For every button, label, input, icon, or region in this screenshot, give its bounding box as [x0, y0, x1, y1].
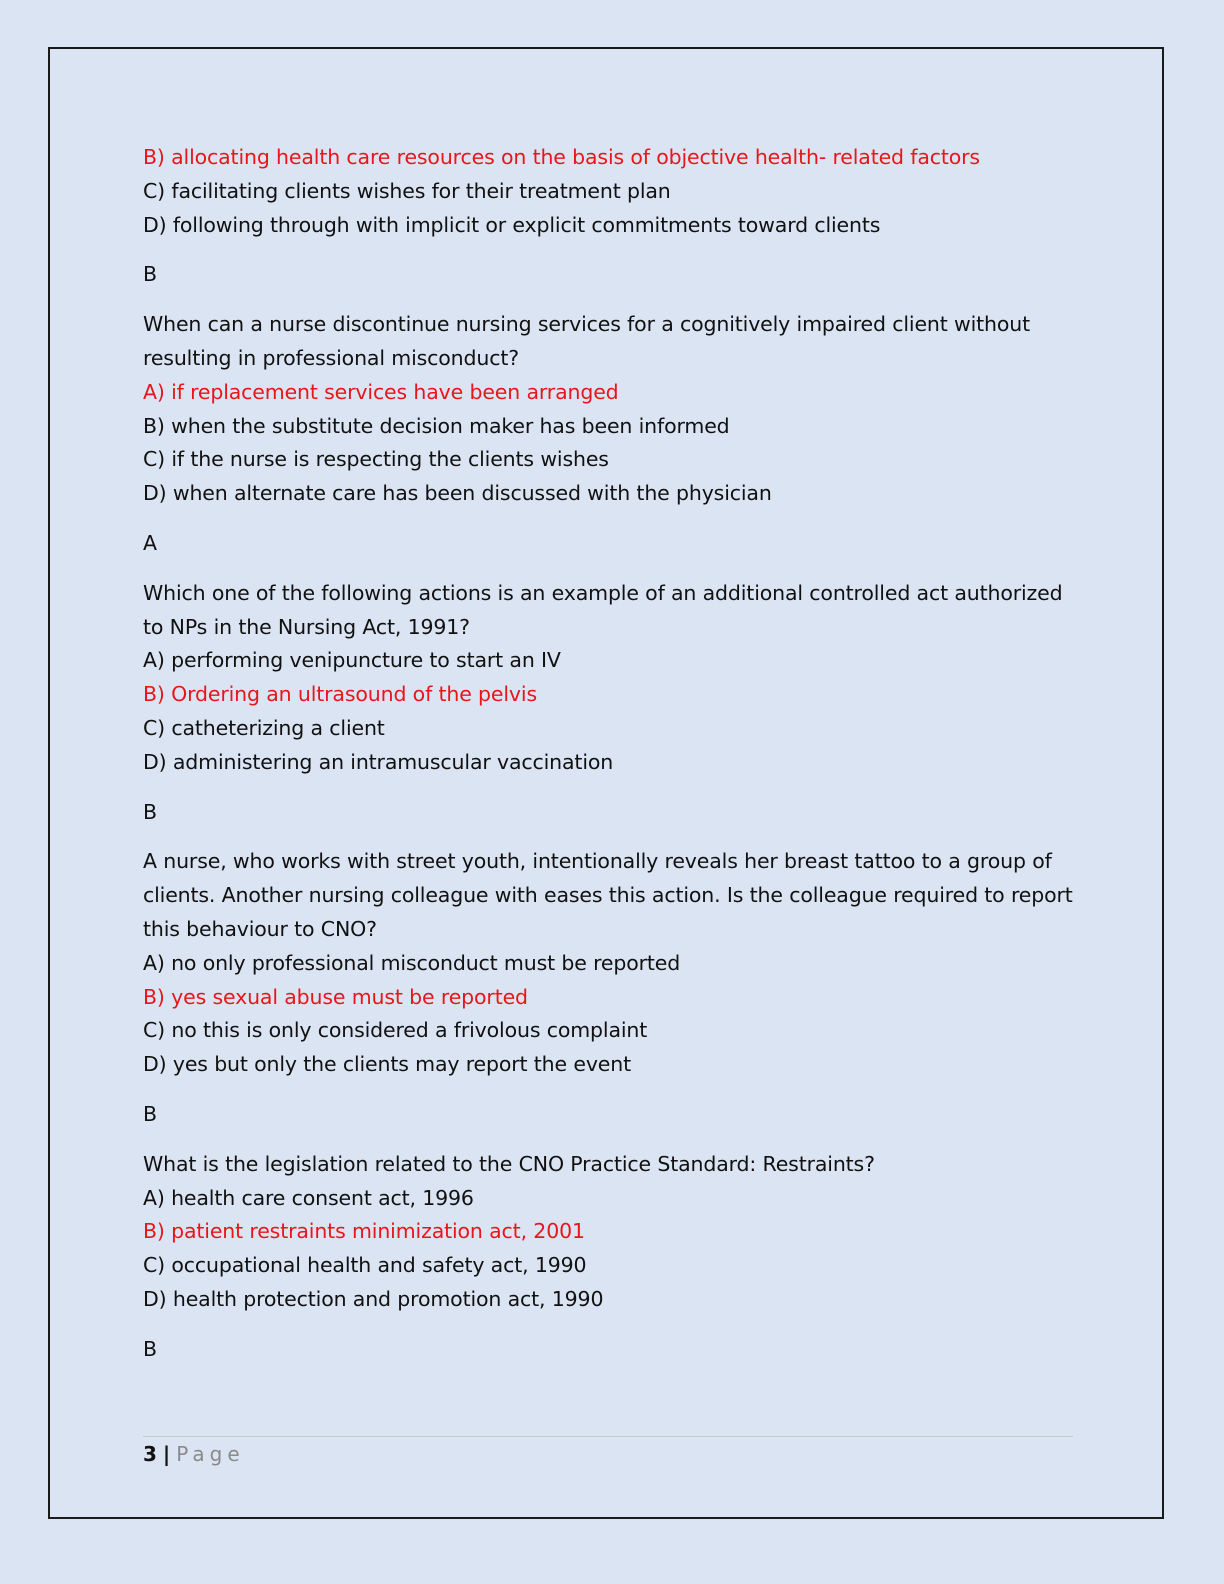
question-text: Which one of the following actions is an example of an additional controlled act authorized to NPs in the Nursing Act, 1991?: [143, 580, 1063, 639]
answer-key: B: [143, 1336, 157, 1361]
question-text: What is the legislation related to the CNO Practice Standard: Restraints?: [143, 1151, 875, 1176]
option: C) no this is only considered a frivolous complaint: [143, 1018, 648, 1043]
answer-key: A: [143, 530, 157, 555]
option: D) following through with implicit or explicit commitments toward clients: [143, 212, 881, 237]
question-block: [143, 1148, 1083, 1367]
option: C) facilitating clients wishes for their treatment plan: [143, 178, 671, 203]
page-label: Page: [176, 1442, 245, 1466]
option: D) when alternate care has been discussed with the physician: [143, 481, 772, 506]
option-correct: B) patient restraints minimization act, 2001: [143, 1219, 585, 1244]
option-correct: B) Ordering an ultrasound of the pelvis: [143, 682, 537, 707]
question-block: [143, 845, 1083, 1131]
option: A) performing venipuncture to start an IV: [143, 648, 561, 673]
answer-key: B: [143, 799, 157, 824]
option: D) administering an intramuscular vaccination: [143, 749, 614, 774]
question-block: [143, 577, 1083, 830]
page-footer: [143, 1440, 245, 1468]
answer-key: B: [143, 262, 157, 287]
option: C) catheterizing a client: [143, 715, 385, 740]
option: A) no only professional misconduct must be reported: [143, 950, 681, 975]
option: B) when the substitute decision maker has been informed: [143, 413, 730, 438]
question-text: When can a nurse discontinue nursing services for a cognitively impaired client without resulting in professional misconduct?: [143, 312, 1031, 370]
footer-divider: [143, 1436, 1073, 1437]
option: D) health protection and promotion act, 1990: [143, 1286, 604, 1311]
answer-key: B: [143, 1101, 157, 1126]
document-body: [143, 141, 1083, 1367]
option-correct: B) yes sexual abuse must be reported: [143, 984, 528, 1009]
question-text: A nurse, who works with street youth, intentionally reveals her breast tattoo to a group of clients. Another nursing colleague with eases this action. Is the colleague required to report this behaviour to CNO?: [143, 849, 1073, 941]
option: A) health care consent act, 1996: [143, 1185, 474, 1210]
page-number: 3: [143, 1442, 157, 1466]
question-block: [143, 308, 1083, 561]
option-correct: B) allocating health care resources on the basis of objective health- related factors: [143, 145, 980, 169]
option: D) yes but only the clients may report the event: [143, 1052, 631, 1077]
footer-separator: |: [162, 1442, 171, 1466]
option: C) occupational health and safety act, 1990: [143, 1253, 587, 1278]
option-correct: A) if replacement services have been arranged: [143, 379, 619, 404]
option: C) if the nurse is respecting the clients wishes: [143, 447, 609, 472]
question-block-continued: [143, 141, 1083, 292]
